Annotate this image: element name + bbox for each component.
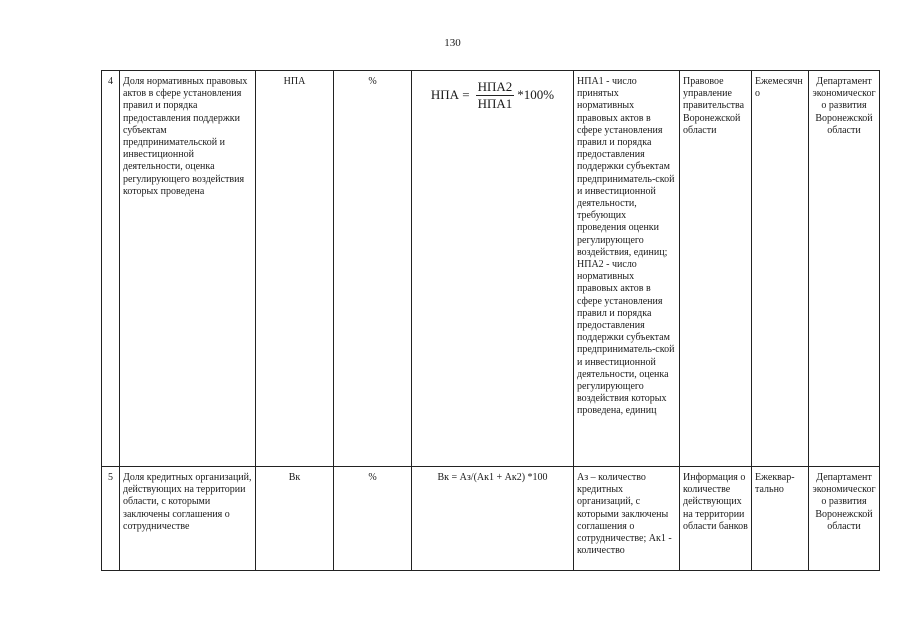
indicator-formula: Вк = Аз/(Ак1 + Ак2) *100 — [412, 467, 574, 571]
row-number: 5 — [102, 467, 120, 571]
indicator-formula — [412, 71, 574, 467]
formula-lhs: НПА = — [430, 87, 470, 103]
indicator-unit: % — [334, 467, 412, 571]
frequency: Ежемесячно — [752, 71, 809, 467]
formula-multiplier: *100% — [517, 87, 555, 103]
fraction — [476, 80, 515, 111]
row-number: 4 — [102, 71, 120, 467]
table-row — [102, 71, 880, 467]
data-source: Правовое управление правительства Воронежской области — [680, 71, 752, 467]
page-number: 130 — [444, 37, 461, 49]
indicator-name: Доля кредитных организаций, действующих на территории области, с которыми заключены соглашения о сотрудничестве — [120, 467, 256, 571]
data-source: Информация о количестве действующих на территории области банков — [680, 467, 752, 571]
responsible-body: Департамент экономического развития Воронежской области — [809, 71, 880, 467]
responsible-body: Департамент экономического развития Воронежской области — [809, 467, 880, 571]
variables-description: Аз – количество кредитных организаций, с которыми заключены соглашения о сотрудничестве; Ак1 - количество — [574, 467, 680, 571]
frequency: Ежеквар-тально — [752, 467, 809, 571]
indicator-unit: % — [334, 71, 412, 467]
formula-fraction — [415, 80, 570, 111]
indicators-table — [101, 70, 880, 571]
indicator-designation: НПА — [256, 71, 334, 467]
variables-description: НПА1 - число принятых нормативных правовых актов в сфере установления правил и порядка предоставления поддержки субъектам предприниматель-ской и инвестиционной деятельности, требующих проведения оценки регулирующего воздействия, единиц; НПА2 - число нормативных правовых актов в сфере установления правил и порядка предоставления поддержки субъектам предприниматель-ской и инвестиционной деятельности, оценка регулирующего воздействия которых проведена, единиц — [574, 71, 680, 467]
indicator-designation: Вк — [256, 467, 334, 571]
table-row — [102, 467, 880, 571]
indicator-name: Доля нормативных правовых актов в сфере установления правил и порядка предоставления поддержки субъектам предпринимательской и инвестиционной деятельности, оценка регулирующего воздействия которых проведена — [120, 71, 256, 467]
fraction-denominator: НПА1 — [477, 96, 513, 111]
fraction-numerator: НПА2 — [477, 79, 513, 94]
